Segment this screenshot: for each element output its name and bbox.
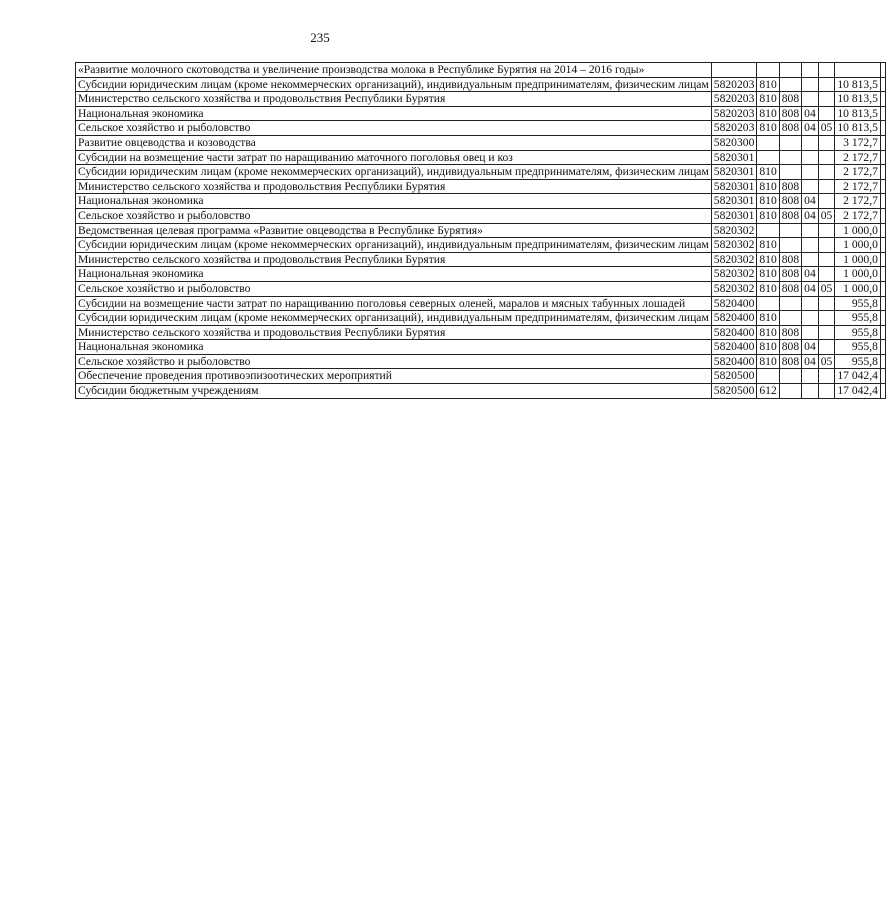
row-code-cell: 5820300: [711, 135, 757, 150]
row-code-cell: 5820301: [711, 179, 757, 194]
row-vr-cell: 810: [757, 106, 779, 121]
row-sum-cell: 2 172,7: [835, 179, 881, 194]
row-gr-cell: 808: [779, 106, 801, 121]
row-rz-cell: [802, 311, 819, 326]
row-extra-cell: [880, 267, 885, 282]
table-row: [76, 165, 886, 180]
row-pr-cell: [818, 311, 835, 326]
row-code-cell: 5820302: [711, 281, 757, 296]
row-pr-cell: [818, 238, 835, 253]
row-gr-cell: [779, 238, 801, 253]
table-row: [76, 63, 886, 78]
row-gr-cell: [779, 311, 801, 326]
table-row: [76, 77, 886, 92]
row-name-cell: Национальная экономика: [76, 194, 712, 209]
row-code-cell: 5820500: [711, 369, 757, 384]
row-extra-cell: [880, 369, 885, 384]
row-extra-cell: [880, 63, 885, 78]
row-extra-cell: [880, 238, 885, 253]
row-sum-cell: 3 172,7: [835, 135, 881, 150]
table-row: [76, 354, 886, 369]
row-extra-cell: [880, 165, 885, 180]
row-code-cell: 5820203: [711, 77, 757, 92]
row-extra-cell: [880, 208, 885, 223]
row-sum-cell: 10 813,5: [835, 106, 881, 121]
row-extra-cell: [880, 325, 885, 340]
row-gr-cell: [779, 296, 801, 311]
row-gr-cell: [779, 135, 801, 150]
row-pr-cell: [818, 135, 835, 150]
row-code-cell: 5820500: [711, 384, 757, 399]
row-extra-cell: [880, 296, 885, 311]
budget-table: [75, 62, 886, 399]
row-extra-cell: [880, 106, 885, 121]
row-rz-cell: [802, 150, 819, 165]
table-row: [76, 223, 886, 238]
row-vr-cell: 810: [757, 208, 779, 223]
row-sum-cell: 10 813,5: [835, 77, 881, 92]
row-sum-cell: 2 172,7: [835, 208, 881, 223]
table-row: [76, 208, 886, 223]
row-gr-cell: 808: [779, 121, 801, 136]
row-rz-cell: 04: [802, 208, 819, 223]
row-rz-cell: 04: [802, 281, 819, 296]
row-code-cell: 5820301: [711, 165, 757, 180]
row-pr-cell: [818, 92, 835, 107]
row-pr-cell: [818, 165, 835, 180]
row-code-cell: 5820301: [711, 194, 757, 209]
row-name-cell: Ведомственная целевая программа «Развитие овцеводства в Республике Бурятия»: [76, 223, 712, 238]
row-code-cell: 5820400: [711, 296, 757, 311]
row-vr-cell: [757, 369, 779, 384]
row-extra-cell: [880, 150, 885, 165]
table-row: [76, 252, 886, 267]
row-name-cell: Субсидии на возмещение части затрат по наращиванию поголовья северных оленей, маралов и мясных табунных лошадей: [76, 296, 712, 311]
row-extra-cell: [880, 384, 885, 399]
row-vr-cell: [757, 135, 779, 150]
row-rz-cell: 04: [802, 267, 819, 282]
row-rz-cell: [802, 325, 819, 340]
row-gr-cell: 808: [779, 252, 801, 267]
row-pr-cell: [818, 267, 835, 282]
row-sum-cell: 955,8: [835, 354, 881, 369]
row-gr-cell: 808: [779, 208, 801, 223]
table-row: [76, 135, 886, 150]
row-name-cell: Министерство сельского хозяйства и продовольствия Республики Бурятия: [76, 325, 712, 340]
table-row: [76, 106, 886, 121]
row-pr-cell: [818, 296, 835, 311]
row-sum-cell: 955,8: [835, 311, 881, 326]
row-sum-cell: 2 172,7: [835, 150, 881, 165]
row-extra-cell: [880, 92, 885, 107]
row-vr-cell: [757, 150, 779, 165]
table-row: [76, 340, 886, 355]
row-pr-cell: [818, 223, 835, 238]
budget-table-body: [76, 63, 886, 399]
row-sum-cell: 2 172,7: [835, 194, 881, 209]
row-code-cell: 5820302: [711, 238, 757, 253]
row-rz-cell: [802, 179, 819, 194]
row-sum-cell: 17 042,4: [835, 369, 881, 384]
row-code-cell: 5820203: [711, 121, 757, 136]
row-name-cell: Национальная экономика: [76, 340, 712, 355]
row-name-cell: Министерство сельского хозяйства и продовольствия Республики Бурятия: [76, 179, 712, 194]
row-rz-cell: [802, 252, 819, 267]
table-row: [76, 150, 886, 165]
row-name-cell: Субсидии юридическим лицам (кроме некоммерческих организаций), индивидуальным предпринимателям, физическим лицам: [76, 238, 712, 253]
row-vr-cell: 810: [757, 325, 779, 340]
row-sum-cell: 955,8: [835, 340, 881, 355]
row-extra-cell: [880, 311, 885, 326]
row-vr-cell: 810: [757, 194, 779, 209]
row-name-cell: Субсидии юридическим лицам (кроме некоммерческих организаций), индивидуальным предпринимателям, физическим лицам: [76, 311, 712, 326]
row-extra-cell: [880, 121, 885, 136]
row-vr-cell: 810: [757, 165, 779, 180]
row-code-cell: 5820301: [711, 150, 757, 165]
row-code-cell: 5820302: [711, 223, 757, 238]
table-row: [76, 311, 886, 326]
row-extra-cell: [880, 179, 885, 194]
row-pr-cell: [818, 369, 835, 384]
row-rz-cell: [802, 77, 819, 92]
row-code-cell: [711, 63, 757, 78]
row-gr-cell: [779, 77, 801, 92]
row-pr-cell: [818, 63, 835, 78]
row-pr-cell: [818, 77, 835, 92]
row-name-cell: Развитие овцеводства и козоводства: [76, 135, 712, 150]
row-extra-cell: [880, 194, 885, 209]
table-row: [76, 238, 886, 253]
row-vr-cell: [757, 63, 779, 78]
table-row: [76, 121, 886, 136]
table-row: [76, 325, 886, 340]
row-rz-cell: [802, 92, 819, 107]
row-sum-cell: 1 000,0: [835, 252, 881, 267]
row-name-cell: Сельское хозяйство и рыболовство: [76, 281, 712, 296]
row-sum-cell: 1 000,0: [835, 223, 881, 238]
row-gr-cell: [779, 369, 801, 384]
row-name-cell: Обеспечение проведения противоэпизоотических мероприятий: [76, 369, 712, 384]
row-vr-cell: [757, 296, 779, 311]
row-name-cell: Сельское хозяйство и рыболовство: [76, 208, 712, 223]
table-row: [76, 384, 886, 399]
row-rz-cell: [802, 369, 819, 384]
table-row: [76, 194, 886, 209]
row-vr-cell: 810: [757, 179, 779, 194]
row-pr-cell: [818, 252, 835, 267]
row-rz-cell: [802, 135, 819, 150]
row-rz-cell: [802, 223, 819, 238]
row-code-cell: 5820400: [711, 340, 757, 355]
row-name-cell: Субсидии юридическим лицам (кроме некоммерческих организаций), индивидуальным предпринимателям, физическим лицам: [76, 77, 712, 92]
row-extra-cell: [880, 340, 885, 355]
row-gr-cell: [779, 165, 801, 180]
row-gr-cell: 808: [779, 325, 801, 340]
row-vr-cell: 810: [757, 354, 779, 369]
row-gr-cell: [779, 223, 801, 238]
row-name-cell: Сельское хозяйство и рыболовство: [76, 121, 712, 136]
row-rz-cell: [802, 296, 819, 311]
row-rz-cell: 04: [802, 121, 819, 136]
row-gr-cell: [779, 63, 801, 78]
row-rz-cell: 04: [802, 106, 819, 121]
row-pr-cell: [818, 384, 835, 399]
row-name-cell: «Развитие молочного скотоводства и увеличение производства молока в Республике Бурятия на 2014 – 2016 годы»: [76, 63, 712, 78]
row-pr-cell: [818, 150, 835, 165]
row-gr-cell: 808: [779, 281, 801, 296]
row-vr-cell: 612: [757, 384, 779, 399]
row-extra-cell: [880, 223, 885, 238]
table-row: [76, 267, 886, 282]
row-code-cell: 5820302: [711, 267, 757, 282]
row-gr-cell: 808: [779, 179, 801, 194]
row-gr-cell: 808: [779, 340, 801, 355]
row-vr-cell: 810: [757, 92, 779, 107]
row-rz-cell: 04: [802, 194, 819, 209]
row-extra-cell: [880, 77, 885, 92]
row-extra-cell: [880, 135, 885, 150]
row-pr-cell: 05: [818, 281, 835, 296]
row-rz-cell: [802, 63, 819, 78]
row-vr-cell: 810: [757, 77, 779, 92]
row-code-cell: 5820302: [711, 252, 757, 267]
row-pr-cell: 05: [818, 121, 835, 136]
row-extra-cell: [880, 354, 885, 369]
table-row: [76, 92, 886, 107]
row-code-cell: 5820203: [711, 92, 757, 107]
row-pr-cell: [818, 325, 835, 340]
row-gr-cell: 808: [779, 194, 801, 209]
row-extra-cell: [880, 252, 885, 267]
row-pr-cell: [818, 340, 835, 355]
row-sum-cell: 17 042,4: [835, 384, 881, 399]
row-pr-cell: 05: [818, 208, 835, 223]
row-gr-cell: 808: [779, 92, 801, 107]
row-name-cell: Министерство сельского хозяйства и продовольствия Республики Бурятия: [76, 252, 712, 267]
row-gr-cell: [779, 150, 801, 165]
table-row: [76, 369, 886, 384]
row-rz-cell: 04: [802, 354, 819, 369]
table-row: [76, 281, 886, 296]
row-rz-cell: 04: [802, 340, 819, 355]
row-name-cell: Министерство сельского хозяйства и продовольствия Республики Бурятия: [76, 92, 712, 107]
row-sum-cell: 1 000,0: [835, 281, 881, 296]
row-name-cell: Субсидии на возмещение части затрат по наращиванию маточного поголовья овец и коз: [76, 150, 712, 165]
row-code-cell: 5820400: [711, 354, 757, 369]
row-sum-cell: 1 000,0: [835, 238, 881, 253]
row-sum-cell: 2 172,7: [835, 165, 881, 180]
row-name-cell: Национальная экономика: [76, 267, 712, 282]
row-rz-cell: [802, 165, 819, 180]
row-gr-cell: 808: [779, 354, 801, 369]
row-vr-cell: 810: [757, 311, 779, 326]
row-name-cell: Субсидии бюджетным учреждениям: [76, 384, 712, 399]
row-vr-cell: 810: [757, 340, 779, 355]
row-sum-cell: [835, 63, 881, 78]
row-code-cell: 5820203: [711, 106, 757, 121]
row-extra-cell: [880, 281, 885, 296]
row-sum-cell: 1 000,0: [835, 267, 881, 282]
row-code-cell: 5820301: [711, 208, 757, 223]
row-gr-cell: 808: [779, 267, 801, 282]
row-rz-cell: [802, 238, 819, 253]
row-vr-cell: 810: [757, 267, 779, 282]
row-sum-cell: 10 813,5: [835, 121, 881, 136]
row-pr-cell: [818, 194, 835, 209]
row-vr-cell: 810: [757, 121, 779, 136]
row-code-cell: 5820400: [711, 311, 757, 326]
table-row: [76, 179, 886, 194]
row-vr-cell: [757, 223, 779, 238]
row-sum-cell: 10 813,5: [835, 92, 881, 107]
row-name-cell: Субсидии юридическим лицам (кроме некоммерческих организаций), индивидуальным предпринимателям, физическим лицам: [76, 165, 712, 180]
row-pr-cell: [818, 179, 835, 194]
row-code-cell: 5820400: [711, 325, 757, 340]
row-name-cell: Национальная экономика: [76, 106, 712, 121]
row-rz-cell: [802, 384, 819, 399]
row-vr-cell: 810: [757, 281, 779, 296]
table-row: [76, 296, 886, 311]
row-vr-cell: 810: [757, 238, 779, 253]
row-name-cell: Сельское хозяйство и рыболовство: [76, 354, 712, 369]
row-sum-cell: 955,8: [835, 296, 881, 311]
row-pr-cell: 05: [818, 354, 835, 369]
row-pr-cell: [818, 106, 835, 121]
row-sum-cell: 955,8: [835, 325, 881, 340]
row-gr-cell: [779, 384, 801, 399]
row-vr-cell: 810: [757, 252, 779, 267]
page-number: 235: [310, 30, 330, 45]
